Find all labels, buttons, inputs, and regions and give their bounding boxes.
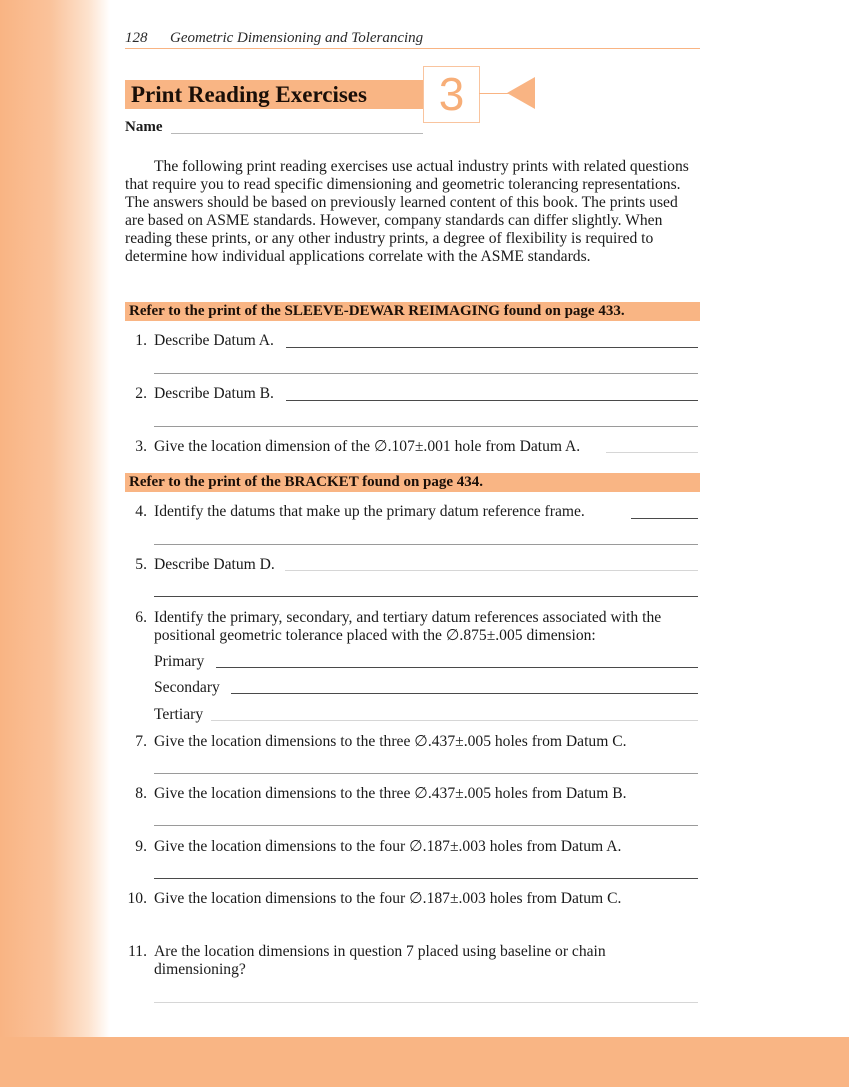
secondary-answer-line[interactable] bbox=[231, 693, 698, 694]
answer-line-9[interactable] bbox=[154, 878, 698, 879]
question-number: 10. bbox=[127, 890, 147, 906]
book-title: Geometric Dimensioning and Tolerancing bbox=[170, 30, 424, 46]
question-text: Give the location dimensions to the three ∅.437±.005 holes from Datum C. bbox=[154, 733, 627, 750]
section-heading-text: Refer to the print of the BRACKET found on page 434. bbox=[129, 474, 484, 490]
question-text: Give the location dimensions to the four ∅.187±.003 holes from Datum A. bbox=[154, 838, 622, 855]
question-number: 4. bbox=[135, 503, 147, 520]
chapter-arrow-icon bbox=[507, 77, 535, 109]
chapter-number-box: 3 bbox=[423, 66, 480, 123]
answer-line-5a[interactable] bbox=[285, 570, 698, 571]
question-number: 2. bbox=[135, 385, 147, 402]
question-text: Give the location dimension of the ∅.107±.001 hole from Datum A. bbox=[154, 438, 581, 455]
question-text: Give the location dimensions to the four ∅.187±.003 holes from Datum C. bbox=[154, 890, 622, 906]
answer-line-5b[interactable] bbox=[154, 596, 698, 597]
name-label: Name bbox=[125, 119, 163, 135]
page-title: Print Reading Exercises bbox=[131, 82, 367, 107]
chapter-connector-line bbox=[479, 93, 509, 94]
question-text: Identify the primary, secondary, and tertiary datum references associated with the positional geometric tolerance placed with the ∅.875±.005 dimension: bbox=[154, 609, 662, 644]
section-heading-bracket bbox=[125, 473, 700, 492]
primary-label: Primary bbox=[154, 653, 205, 670]
secondary-label: Secondary bbox=[154, 679, 220, 696]
answer-line-3[interactable] bbox=[606, 452, 698, 453]
question-number: 5. bbox=[135, 556, 147, 573]
question-number: 11. bbox=[128, 943, 147, 960]
answer-line-2a[interactable] bbox=[286, 400, 698, 401]
question-text: Give the location dimensions to the three ∅.437±.005 holes from Datum B. bbox=[154, 785, 627, 802]
primary-answer-line[interactable] bbox=[216, 667, 698, 668]
answer-line-11[interactable] bbox=[154, 1002, 698, 1003]
intro-paragraph: The following print reading exercises use actual industry prints with related questions that require you to read specific dimensioning and geometric tolerancing representations. The answers should be based on previously learned content of this book. The prints used are based on ASME standards. However, company standards can differ slightly. When reading these prints, or any other industry prints, a degree of flexibility is required to determine how individual applications correlate with the ASME standards. bbox=[125, 158, 689, 265]
answer-line-7[interactable] bbox=[154, 773, 698, 774]
question-number: 3. bbox=[135, 438, 147, 455]
left-margin-gradient bbox=[0, 0, 110, 1037]
question-number: 6. bbox=[135, 609, 147, 626]
bottom-band bbox=[0, 1037, 849, 1087]
title-band bbox=[125, 80, 423, 109]
header-rule bbox=[125, 48, 700, 49]
question-text: Are the location dimensions in question 7 placed using baseline or chain dimensioning? bbox=[154, 943, 606, 978]
tertiary-answer-line[interactable] bbox=[211, 720, 698, 721]
answer-line-4b[interactable] bbox=[154, 544, 698, 545]
section-heading-text: Refer to the print of the SLEEVE-DEWAR REIMAGING found on page 433. bbox=[129, 303, 625, 319]
page-number: 128 bbox=[125, 30, 148, 46]
question-text: Describe Datum D. bbox=[154, 556, 275, 573]
answer-line-1a[interactable] bbox=[286, 347, 698, 348]
question-text: Identify the datums that make up the primary datum reference frame. bbox=[154, 503, 585, 520]
question-number: 1. bbox=[135, 332, 147, 349]
answer-line-8[interactable] bbox=[154, 825, 698, 826]
section-heading-sleeve-dewar bbox=[125, 302, 700, 321]
question-number: 7. bbox=[135, 733, 147, 750]
name-field[interactable] bbox=[171, 133, 423, 134]
running-head bbox=[125, 30, 700, 47]
question-number: 8. bbox=[135, 785, 147, 802]
question-6 bbox=[125, 609, 700, 645]
question-10-clipped bbox=[125, 890, 700, 906]
question-text: Describe Datum B. bbox=[154, 385, 274, 402]
question-text: Describe Datum A. bbox=[154, 332, 274, 349]
question-11 bbox=[125, 943, 700, 979]
answer-line-1b[interactable] bbox=[154, 373, 698, 374]
answer-line-4a[interactable] bbox=[631, 518, 698, 519]
answer-line-2b[interactable] bbox=[154, 426, 698, 427]
tertiary-label: Tertiary bbox=[154, 706, 204, 723]
question-number: 9. bbox=[135, 838, 147, 855]
